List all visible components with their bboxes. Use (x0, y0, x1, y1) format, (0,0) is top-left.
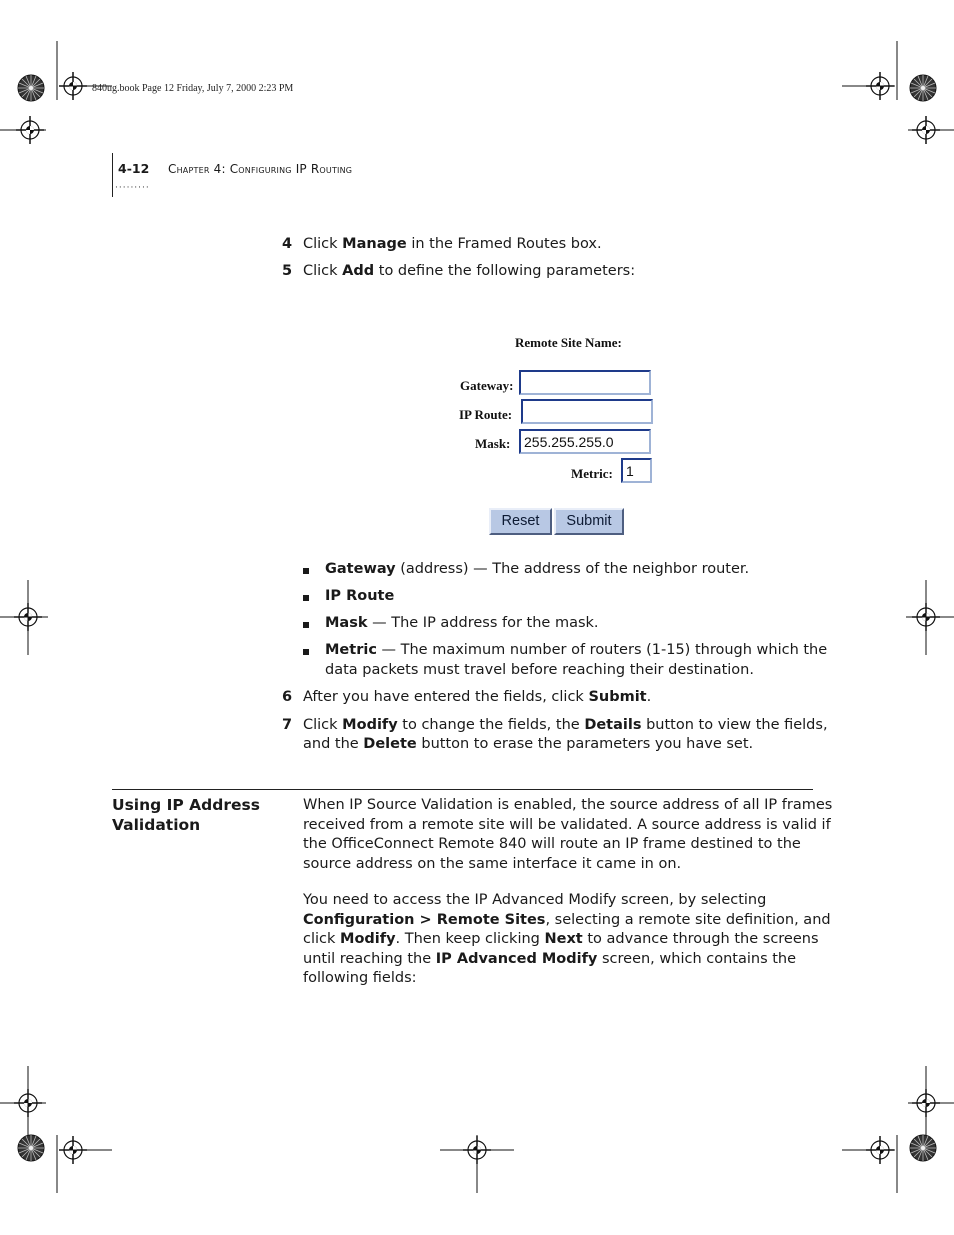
header-dots: ········· (115, 183, 150, 193)
bullet-square-icon (303, 595, 309, 601)
step-5: 5 Click Add to define the following parameters: (303, 262, 635, 282)
ip-route-label: IP Route: (459, 407, 513, 422)
mask-label: Mask: (475, 436, 511, 451)
step-7-continued: and the Delete button to erase the parameters you have set. (303, 736, 754, 752)
bullet-square-icon (303, 568, 309, 574)
paragraph-ip-validation: When IP Source Validation is enabled, the source address of all IP frames received from a remote site will be validated. A source address is valid if the OfficeConnect Remote 840 will route an IP frame destined to the source address on the same interface it came in on. (303, 797, 833, 872)
section-heading: Using IP Address Validation (112, 796, 260, 834)
chapter-title: Chapter 4: Configuring IP Routing (168, 162, 353, 176)
reset-button[interactable]: Reset (489, 508, 552, 535)
step-number: 6 (282, 689, 293, 705)
manage-term: Manage (342, 236, 407, 252)
gateway-label: Gateway: (460, 378, 514, 393)
header-rule (112, 153, 113, 197)
metric-input[interactable]: 1 (621, 458, 652, 483)
print-info: 840ug.book Page 12 Friday, July 7, 2000 2:23 PM (92, 83, 294, 94)
submit-button[interactable]: Submit (554, 508, 624, 535)
remote-site-name-label: Remote Site Name: (515, 335, 622, 350)
metric-label: Metric: (571, 466, 613, 481)
paragraph-ip-advanced-modify: You need to access the IP Advanced Modify screen, by selecting Configuration > Remote Sites, selecting a remote site definition, and click Modify. Then keep clicking Next to advance through the screens until reaching the IP Advanced Modify screen, which contains the following fields: (303, 892, 831, 986)
step-number: 5 (282, 263, 293, 279)
ip-route-input[interactable] (521, 399, 653, 424)
bullet-square-icon (303, 622, 309, 628)
step-4: 4 Click Manage in the Framed Routes box. (303, 235, 602, 255)
add-term: Add (342, 263, 375, 279)
page-number: 4-12 (118, 161, 150, 176)
mask-input[interactable]: 255.255.255.0 (519, 429, 651, 454)
step-number: 4 (282, 236, 293, 252)
step-number: 7 (282, 717, 293, 733)
section-divider (112, 789, 813, 790)
step-6: 6 After you have entered the fields, click Submit. (303, 688, 651, 708)
gateway-input[interactable] (519, 370, 651, 395)
step-7: 7 Click Modify to change the fields, the Details button to view the fields, (303, 716, 828, 736)
bullet-square-icon (303, 649, 309, 655)
